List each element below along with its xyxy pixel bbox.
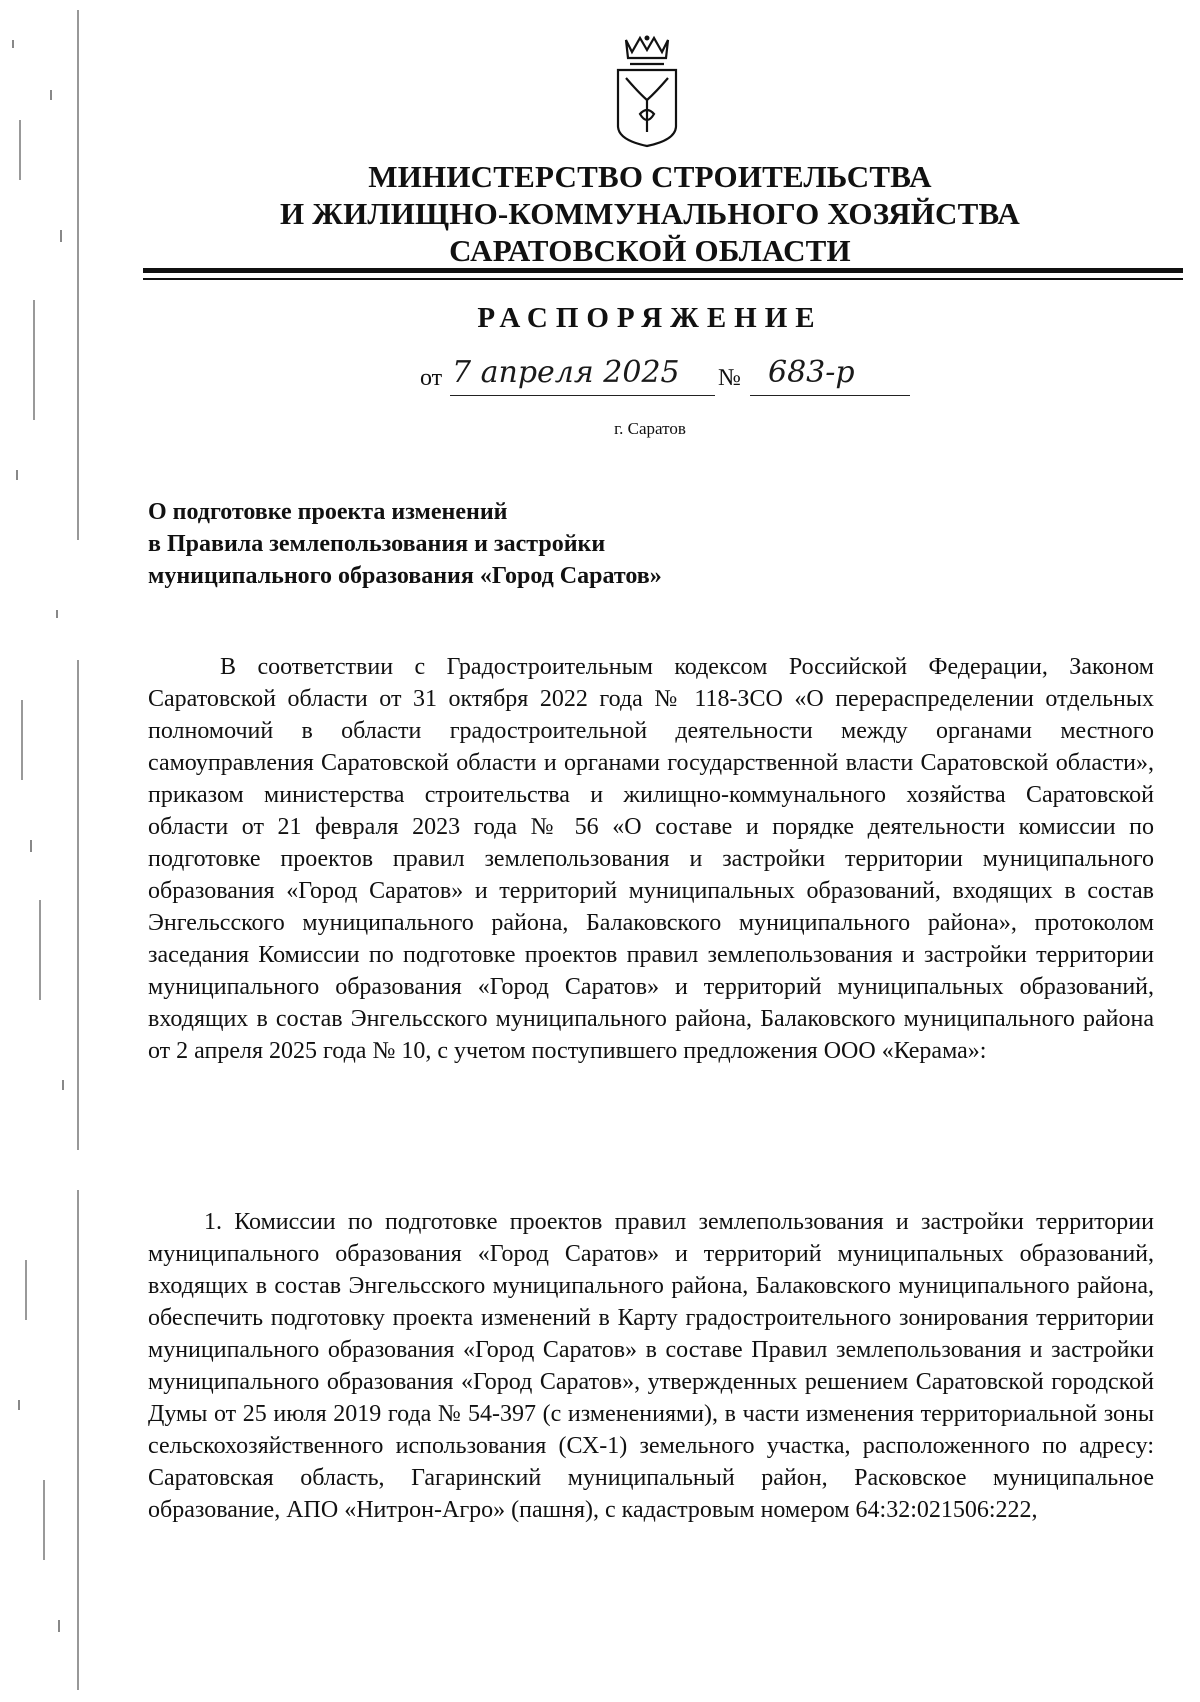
header-rule-thick (143, 268, 1183, 273)
header-rule-thin (143, 278, 1183, 280)
date-underline (450, 395, 715, 396)
document-subject (148, 496, 908, 592)
date-prefix: от (420, 365, 443, 391)
handwritten-date: 7 апреля 2025 (452, 355, 680, 390)
ministry-line-3: САРАТОВСКОЙ ОБЛАСТИ (449, 233, 851, 268)
handwritten-number: 683-р (768, 355, 855, 390)
ministry-title (150, 158, 1150, 269)
coat-of-arms-icon (612, 30, 682, 150)
number-prefix: № (718, 365, 741, 391)
ministry-line-2: И ЖИЛИЩНО-КОММУНАЛЬНОГО ХОЗЯЙСТВА (279, 196, 1021, 231)
document-type: РАСПОРЯЖЕНИЕ (477, 302, 823, 334)
subject-line-3: муниципального образования «Город Саратов» (148, 563, 662, 589)
subject-line-2: в Правила землепользования и застройки (148, 531, 606, 557)
preamble-paragraph: В соответствии с Градостроительным кодексом Российской Федерации, Законом Саратовской области от 31 октября 2022 года № 118-ЗСО «О перераспределении отдельных полномочий в области градостроительной деятельности между органами местного самоуправления Саратовской области и органами государственной власти Саратовской области», приказом министерства строительства и жилищно-коммунального хозяйства Саратовской области от 21 февраля 2023 года № 56 «О составе и порядке деятельности комиссии по подготовке проектов правил землепользования и застройки территории муниципального образования «Город Саратов» и территорий муниципальных образований, входящих в состав Энгельсского муниципального района, Балаковского муниципального района», протоколом заседания Комиссии по подготовке проектов правил землепользования и застройки территории муниципального образования «Город Саратов» и территорий муниципальных образований, входящих в состав Энгельсского муниципального района, Балаковского муниципального района от 2 апреля 2025 года № 10, с учетом поступившего предложения ООО «Керама»: (148, 654, 1154, 1064)
city-label: г. Саратов (614, 419, 686, 438)
number-underline (750, 395, 910, 396)
scan-edge-artifacts (0, 0, 90, 1702)
clause-1-paragraph: 1. Комиссии по подготовке проектов правил землепользования и застройки территории муниципального образования «Город Саратов» и территорий муниципальных образований, входящих в состав Энгельсского муниципального района, Балаковского муниципального района, обеспечить подготовку проекта изменений в Карту градостроительного зонирования территории муниципального образования «Город Саратов» в составе Правил землепользования и застройки муниципального образования «Город Саратов», утвержденных решением Саратовской городской Думы от 25 июля 2019 года № 54-397 (с изменениями), в части изменения территориальной зоны сельскохозяйственного использования (СХ-1) земельного участка, расположенного по адресу: Саратовская область, Гагаринский муниципальный район, Расковское муниципальное образование, АПО «Нитрон-Агро» (пашня), с кадастровым номером 64:32:021506:222, (148, 1209, 1154, 1523)
ministry-line-1: МИНИСТЕРСТВО СТРОИТЕЛЬСТВА (368, 159, 932, 194)
date-number-line (420, 355, 920, 405)
subject-line-1: О подготовке проекта изменений (148, 499, 508, 525)
